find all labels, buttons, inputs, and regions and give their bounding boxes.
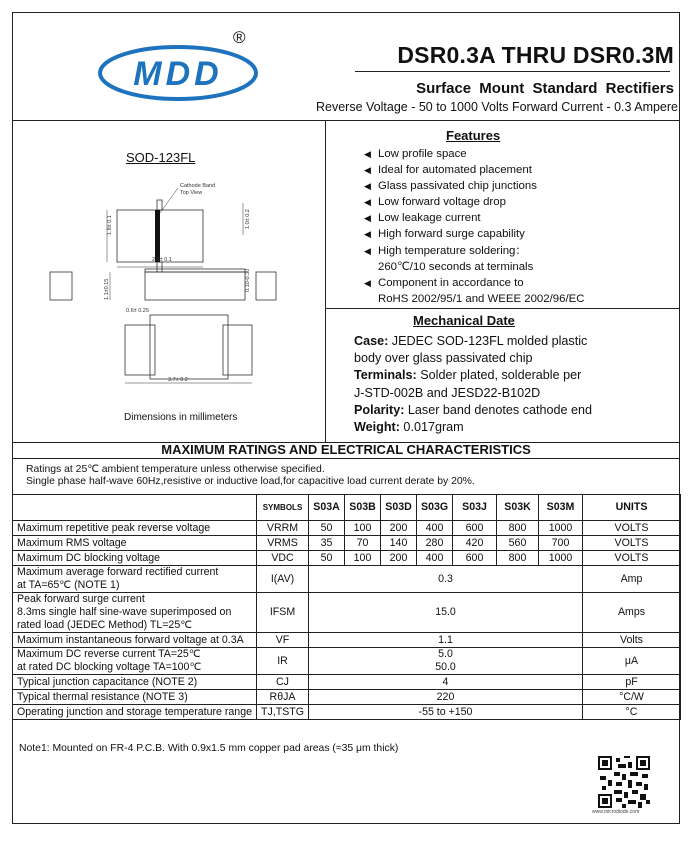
- feature-item: ◀ Ideal for automated placement: [364, 164, 532, 177]
- footnote: Note1: Mounted on FR-4 P.C.B. With 0.9x1.5 mm copper pad areas (≈35 μm thick): [19, 743, 399, 754]
- symbol-cell: RθJA: [257, 690, 309, 705]
- table-row: [13, 551, 681, 566]
- cathode-band: [155, 210, 160, 262]
- symbol-cell: CJ: [257, 675, 309, 690]
- table-row: [13, 705, 681, 720]
- label-cathode-band: Cathode Band: [180, 183, 216, 189]
- table-row: [13, 690, 681, 705]
- footprint-view: [125, 315, 252, 379]
- table-row: [13, 521, 681, 536]
- value-cell: 70: [345, 536, 381, 551]
- svg-text:MDD: MDD: [133, 55, 223, 93]
- value-cell: 400: [417, 521, 453, 536]
- header-cell: S03G: [417, 495, 453, 521]
- dim-body-width: 2.8± 0.1: [152, 257, 172, 263]
- feature-item: ◀ Low leakage current: [364, 212, 481, 225]
- symbol-cell: VRRM: [257, 521, 309, 536]
- symbol-cell: TJ,TSTG: [257, 705, 309, 720]
- electrical-characteristics-table: [12, 494, 681, 720]
- value-cell: 700: [539, 536, 583, 551]
- qr-caption: www.microdiode.com: [592, 809, 640, 815]
- feature-item-continuation: RoHS 2002/95/1 and WEEE 2002/96/EC: [378, 292, 585, 305]
- header-cell: S03A: [309, 495, 345, 521]
- param-cell: Maximum repetitive peak reverse voltage: [13, 521, 257, 536]
- value-cell: 0.3: [309, 566, 583, 593]
- value-cell: 800: [497, 551, 539, 566]
- features-list: [362, 146, 584, 307]
- registered-mark: ®: [233, 28, 246, 47]
- unit-cell: pF: [583, 675, 681, 690]
- value-cell: 50: [309, 551, 345, 566]
- table-header-row: [13, 495, 681, 521]
- param-cell: Typical junction capacitance (NOTE 2): [13, 675, 257, 690]
- label-top-view: Top View: [180, 190, 203, 196]
- param-cell: Maximum DC reverse current TA=25℃ at rated DC blocking voltage TA=100℃: [13, 648, 257, 675]
- symbol-cell: IR: [257, 648, 309, 675]
- case-label: Case:: [354, 334, 389, 348]
- value-cell: 800: [497, 521, 539, 536]
- header-cell: UNITS: [583, 495, 681, 521]
- unit-cell: VOLTS: [583, 551, 681, 566]
- feature-item-continuation: 260℃/10 seconds at terminals: [378, 260, 534, 273]
- terminals-text: Solder plated, solderable per: [416, 368, 582, 383]
- package-name: SOD-123FL: [126, 150, 196, 165]
- dim-overall-width: 3.7± 0.2: [168, 377, 188, 383]
- unit-cell: VOLTS: [583, 536, 681, 551]
- value-cell: 1.1: [309, 633, 583, 648]
- value-cell: 200: [381, 521, 417, 536]
- max-ratings-title: MAXIMUM RATINGS AND ELECTRICAL CHARACTERISTICS: [161, 442, 531, 457]
- value-cell: 400: [417, 551, 453, 566]
- unit-cell: °C/W: [583, 690, 681, 705]
- param-cell: Operating junction and storage temperature range: [13, 705, 257, 720]
- package-outline-drawing: [40, 175, 310, 400]
- symbol-cell: VRMS: [257, 536, 309, 551]
- param-cell: Maximum average forward rectified current at TA=65℃ (NOTE 1): [13, 566, 257, 593]
- header-cell: S03B: [345, 495, 381, 521]
- case-text: JEDEC SOD-123FL molded plastic: [388, 334, 588, 348]
- dim-lead: 0.10-0.30: [245, 268, 251, 292]
- feature-item: ◀ Low forward voltage drop: [364, 196, 506, 209]
- symbol-cell: I(AV): [257, 566, 309, 593]
- unit-cell: μA: [583, 648, 681, 675]
- symbol-cell: IFSM: [257, 593, 309, 633]
- value-cell: 600: [453, 521, 497, 536]
- value-cell: -55 to +150: [309, 705, 583, 720]
- table-row: [13, 536, 681, 551]
- table-row: [13, 648, 681, 675]
- value-cell: 140: [381, 536, 417, 551]
- divider: [12, 458, 680, 459]
- table-row: [13, 633, 681, 648]
- dim-band: 1.0± 0.2: [245, 209, 251, 229]
- value-cell: 5.0 50.0: [309, 648, 583, 675]
- value-cell: 1000: [539, 551, 583, 566]
- unit-cell: VOLTS: [583, 521, 681, 536]
- feature-item: ◀ High forward surge capability: [364, 228, 525, 241]
- table-row: [13, 566, 681, 593]
- mdd-logo: [98, 45, 258, 101]
- value-cell: 560: [497, 536, 539, 551]
- value-cell: 600: [453, 551, 497, 566]
- divider: [12, 120, 680, 121]
- dim-thickness: 1.1±0.15: [104, 278, 110, 300]
- value-cell: 50: [309, 521, 345, 536]
- value-cell: 4: [309, 675, 583, 690]
- mechanical-title: Mechanical Date: [413, 313, 515, 328]
- unit-cell: Amps: [583, 593, 681, 633]
- symbol-cell: VF: [257, 633, 309, 648]
- header-cell: [13, 495, 257, 521]
- divider: [325, 308, 680, 309]
- page-subtitle: Surface Mount Standard Rectifiers: [416, 80, 674, 97]
- features-title: Features: [446, 128, 501, 143]
- case-continuation: body over glass passivated chip: [354, 351, 533, 366]
- param-cell: Maximum RMS voltage: [13, 536, 257, 551]
- value-cell: 200: [381, 551, 417, 566]
- header-cell: S03D: [381, 495, 417, 521]
- title-underline: [355, 71, 670, 72]
- param-cell: Typical thermal resistance (NOTE 3): [13, 690, 257, 705]
- mechanical-data: [354, 333, 592, 436]
- weight-text: 0.017gram: [399, 420, 464, 435]
- symbol-cell: VDC: [257, 551, 309, 566]
- feature-item: ◀ Low profile space: [364, 148, 467, 160]
- ratings-line: Reverse Voltage - 50 to 1000 Volts Forward Current - 0.3 Ampere: [316, 100, 678, 114]
- unit-cell: Amp: [583, 566, 681, 593]
- value-cell: 420: [453, 536, 497, 551]
- terminals-label: Terminals:: [354, 368, 417, 383]
- ratings-notes: [26, 464, 475, 487]
- header-cell: S03M: [539, 495, 583, 521]
- table-row: [13, 675, 681, 690]
- ratings-note: Single phase half-wave 60Hz,resistive or inductive load,for capacitive load current derate by 20%.: [26, 475, 475, 487]
- value-cell: 100: [345, 521, 381, 536]
- value-cell: 35: [309, 536, 345, 551]
- feature-item: ◀ Component in accordance to: [364, 276, 524, 289]
- qr-code-icon: [598, 756, 650, 808]
- polarity-label: Polarity:: [354, 402, 405, 417]
- value-cell: 220: [309, 690, 583, 705]
- unit-cell: °C: [583, 705, 681, 720]
- param-cell: Maximum instantaneous forward voltage at 0.3A: [13, 633, 257, 648]
- dim-pad: 0.6± 0.25: [126, 308, 149, 314]
- divider: [325, 120, 326, 442]
- param-cell: Peak forward surge current 8.3ms single half sine-wave superimposed on rated load (JEDEC Method) TL=25℃: [13, 593, 257, 633]
- param-cell: Maximum DC blocking voltage: [13, 551, 257, 566]
- value-cell: 1000: [539, 521, 583, 536]
- side-view: [50, 269, 276, 300]
- value-cell: 100: [345, 551, 381, 566]
- table-row: [13, 593, 681, 633]
- page-title: DSR0.3A THRU DSR0.3M: [397, 42, 674, 68]
- dimensions-note: Dimensions in millimeters: [124, 412, 238, 423]
- value-cell: 280: [417, 536, 453, 551]
- header-cell: S03J: [453, 495, 497, 521]
- feature-item: ◀ Glass passivated chip junctions: [364, 180, 537, 193]
- weight-label: Weight:: [354, 420, 400, 435]
- terminals-continuation: J-STD-002B and JESD22-B102D: [354, 385, 541, 400]
- polarity-text: Laser band denotes cathode end: [404, 402, 593, 417]
- header-cell: SYMBOLS: [257, 495, 309, 521]
- value-cell: 15.0: [309, 593, 583, 633]
- feature-item: ◀ High temperature soldering：: [364, 244, 527, 257]
- ratings-note: Ratings at 25℃ ambient temperature unless otherwise specified.: [26, 464, 325, 475]
- unit-cell: Volts: [583, 633, 681, 648]
- dim-height: 1.8± 0.1: [107, 215, 113, 235]
- header-cell: S03K: [497, 495, 539, 521]
